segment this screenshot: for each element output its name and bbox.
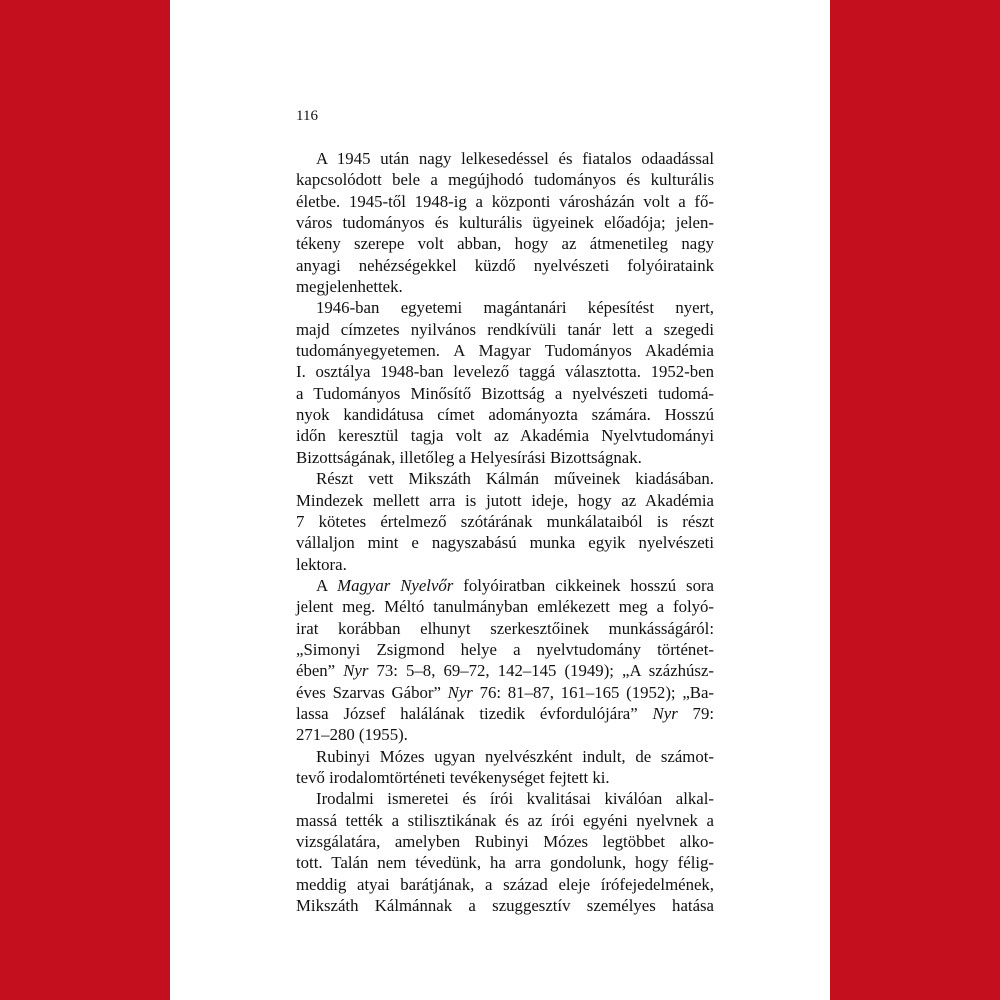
text-line: tékeny szerepe volt abban, hogy az átmenetileg nagy [296, 234, 714, 254]
text-line: 271–280 (1955). [296, 725, 408, 745]
text-run: lassa József halálának tizedik évfordulójára” [296, 703, 653, 723]
text-line: lektora. [296, 554, 347, 574]
text-line: vizsgálatára, amelyben Rubinyi Mózes legtöbbet alko- [296, 832, 714, 851]
text-line: irat korábban elhunyt szerkesztőinek munkásságáról: [296, 618, 714, 638]
text-line: Részt vett Mikszáth Kálmán műveinek kiadásában. [316, 469, 714, 489]
text-line: Mindezek mellett arra is jutott ideje, hogy az Akadémia [296, 490, 714, 510]
text-line: 1946-ban egyetemi magántanári képesítést nyert, [316, 298, 714, 318]
text-run: 76: 81–87, 161–165 (1952); „Ba- [472, 682, 714, 702]
text-line [296, 575, 714, 596]
text-line: megjelenhettek. [296, 277, 403, 297]
text-line: város tudományos és kulturális ügyeinek előadója; jelen- [296, 213, 714, 233]
text-line: vállaljon mint e nagyszabású munka egyik nyelvészeti [296, 533, 714, 553]
text-line: tott. Talán nem tévedünk, ha arra gondolunk, hogy félig- [296, 853, 714, 873]
text-run: folyóiratban cikkeinek hosszú sora [453, 575, 714, 595]
text-run: éves Szarvas Gábor” [296, 682, 448, 702]
italic-title: Nyr [652, 703, 678, 723]
text-line [296, 682, 714, 703]
paragraph [296, 575, 714, 746]
text-line: majd címzetes nyilvános rendkívüli tanár lett a szegedi [296, 319, 714, 339]
text-line: A 1945 után nagy lelkesedéssel és fiatalos odaadással [316, 149, 714, 168]
text-line: Irodalmi ismeretei és írói kvalitásai kiválóan alkal- [316, 789, 714, 809]
italic-title: Nyr [343, 661, 369, 681]
paragraph [296, 468, 714, 575]
text-line: nyok kandidátusa címet adományozta számára. Hosszú [296, 405, 714, 425]
text-line: tudományegyetemen. A Magyar Tudományos Akadémia [296, 341, 714, 361]
italic-title: Magyar Nyelvőr [337, 575, 454, 595]
text-line [296, 703, 714, 724]
paragraph [296, 788, 714, 916]
text-line: kapcsolódott bele a megújhodó tudományos és kulturális [296, 170, 714, 190]
text-line: anyagi nehézségekkel küzdő nyelvészeti folyóirataink [296, 255, 714, 275]
text-line: „Simonyi Zsigmond helye a nyelvtudomány történet- [296, 639, 714, 659]
paragraph [296, 297, 714, 468]
text-line: életbe. 1945-től 1948-ig a központi városházán volt a fő- [296, 191, 714, 211]
text-line: massá tették a stilisztikának és az írói egyéni nyelvnek a [296, 810, 714, 830]
text-line: Mikszáth Kálmánnak a szuggesztív személyes hatása [296, 896, 714, 916]
paragraph [296, 746, 714, 789]
text-run: 79: [677, 703, 715, 723]
text-run: A [316, 575, 338, 595]
text-run: ében” [296, 661, 344, 681]
text-line: Rubinyi Mózes ugyan nyelvészként indult, de számot- [316, 746, 714, 766]
text-line: Bizottságának, illetőleg a Helyesírási Bizottságnak. [296, 447, 642, 467]
text-run: 73: 5–8, 69–72, 142–145 (1949); „A százhúsz- [368, 661, 714, 681]
page-number: 116 [296, 108, 318, 124]
body-text [296, 148, 714, 916]
italic-title: Nyr [447, 682, 473, 702]
text-line: a Tudományos Minősítő Bizottság a nyelvészeti tudomá- [296, 383, 714, 403]
text-line: tevő irodalomtörténeti tevékenységet fejtett ki. [296, 767, 610, 787]
text-line: meddig atyai barátjának, a század eleje írófejedelmének, [296, 874, 714, 894]
paragraph [296, 148, 714, 297]
text-line: időn keresztül tagja volt az Akadémia Nyelvtudományi [296, 426, 714, 446]
text-line: jelent meg. Méltó tanulmányban emlékezett meg a folyó- [296, 597, 714, 617]
book-page [170, 0, 830, 1000]
text-line: 7 kötetes értelmező szótárának munkálataiból is részt [296, 511, 714, 531]
text-line: I. osztálya 1948-ban levelező taggá választotta. 1952-ben [296, 362, 714, 382]
text-line [296, 660, 714, 681]
